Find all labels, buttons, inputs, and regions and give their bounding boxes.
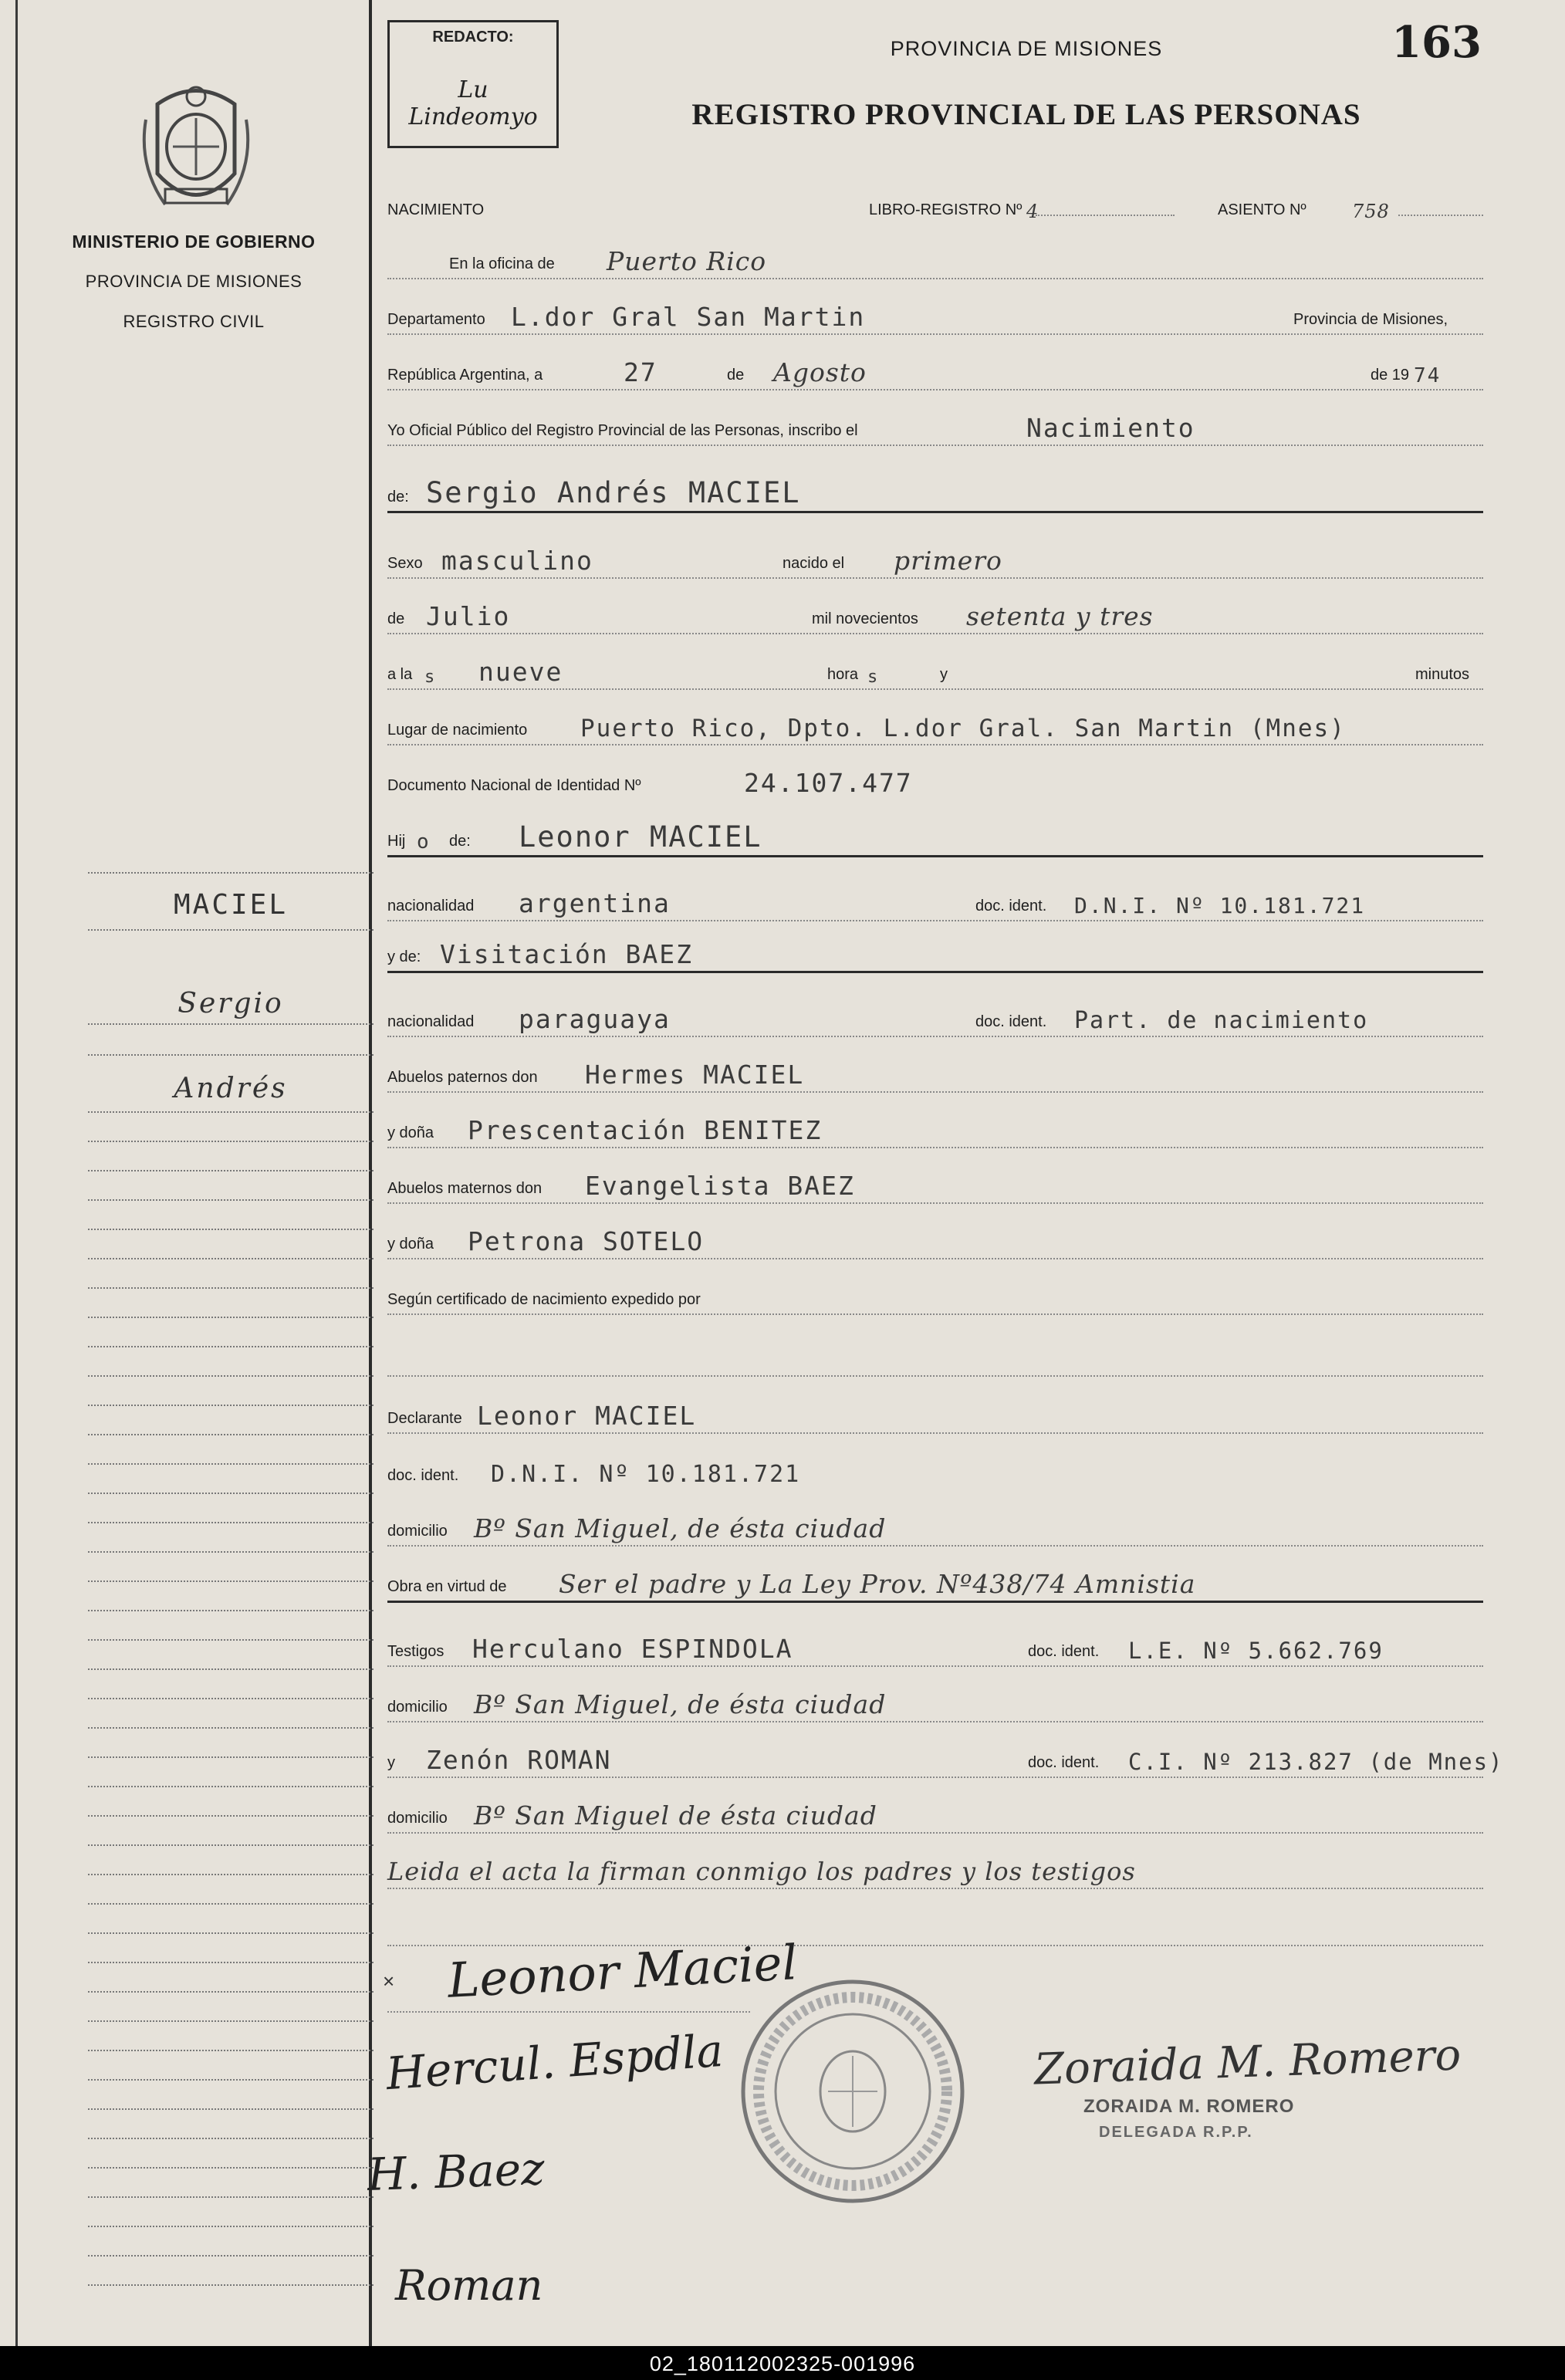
nacimiento-label: NACIMIENTO	[387, 201, 485, 218]
dni-label: Documento Nacional de Identidad Nº	[387, 777, 641, 794]
side-line	[88, 1844, 374, 1846]
form-row-obra	[387, 1562, 1483, 1603]
hora-value: nueve	[478, 657, 563, 687]
side-line	[88, 872, 374, 874]
stamp-name: ZORAIDA M. ROMERO	[1083, 2096, 1295, 2117]
asiento-label: ASIENTO Nº	[1218, 201, 1306, 218]
side-line	[88, 1463, 374, 1465]
form-row-testigo2-domicilio	[387, 1793, 1483, 1834]
side-line	[88, 2255, 374, 2257]
domicilio-label: domicilio	[387, 1699, 448, 1716]
form-row-abuelo-pat	[387, 1053, 1483, 1093]
abuelo-mat: Evangelista BAEZ	[585, 1171, 855, 1201]
abuela-mat: Petrona SOTELO	[468, 1226, 705, 1256]
form-row-testigo1-domicilio	[387, 1682, 1483, 1722]
form-row-dni	[387, 761, 1483, 800]
form-row-padre-nacionalidad	[387, 997, 1483, 1037]
side-line	[88, 1756, 374, 1758]
side-line	[88, 2167, 374, 2169]
footer-code: 02_180112002325-001996	[649, 2352, 916, 2375]
form-row-lugar	[387, 705, 1483, 745]
doc-ident-label: doc. ident.	[1025, 1754, 1102, 1772]
acto-value: Nacimiento	[1026, 413, 1195, 443]
nacido-label: nacido el	[779, 555, 847, 573]
form-row-abuelo-mat	[387, 1164, 1483, 1204]
side-line	[88, 2079, 374, 2081]
form-row-oficina	[387, 239, 1483, 279]
signature-baez: H. Baez	[366, 2142, 546, 2201]
lugar-label: Lugar de nacimiento	[387, 722, 528, 739]
declarante-value: Leonor MACIEL	[477, 1401, 697, 1431]
form-row-declarante-doc	[387, 1451, 1483, 1489]
side-line	[88, 2050, 374, 2051]
form-row-persona	[387, 472, 1483, 513]
stamp-role: DELEGADA R.P.P.	[1099, 2124, 1253, 2141]
coat-of-arms-icon	[134, 73, 258, 220]
margin-rule	[15, 0, 18, 2346]
de-label: de	[727, 367, 745, 384]
side-line	[88, 1874, 374, 1875]
madre-value: Leonor MACIEL	[519, 820, 762, 854]
sexo-value: masculino	[441, 546, 593, 576]
side-line	[88, 1405, 374, 1406]
side-line	[88, 1786, 374, 1787]
lugar-value: Puerto Rico, Dpto. L.dor Gral. San Martin (Mnes)	[580, 715, 1346, 742]
header-province: PROVINCIA DE MISIONES	[890, 37, 1163, 60]
footer-bar	[0, 2346, 1565, 2380]
form-row-abuela-mat	[387, 1219, 1483, 1259]
side-line	[88, 1903, 374, 1905]
form-row-blank	[387, 1906, 1483, 1946]
alas-label: a la	[387, 666, 413, 683]
side-first-name: Sergio	[177, 988, 284, 1019]
form-row-blank	[387, 1337, 1483, 1377]
side-line	[88, 1610, 374, 1611]
left-column	[19, 0, 369, 2346]
side-line	[88, 1258, 374, 1259]
side-line	[88, 1346, 374, 1347]
certificado-label: Según certificado de nacimiento expedido por	[387, 1291, 701, 1308]
de-anio-label: de 19	[1366, 367, 1409, 384]
testigo1-domicilio: Bº San Miguel, de ésta ciudad	[474, 1689, 887, 1719]
minutos-label: minutos	[1411, 666, 1469, 684]
side-line	[88, 1727, 374, 1729]
declarante-domicilio: Bº San Miguel, de ésta ciudad	[474, 1513, 887, 1543]
form-row-declarante-domicilio	[387, 1506, 1483, 1547]
declarante-doc: D.N.I. Nº 10.181.721	[491, 1461, 801, 1488]
form-row-madre	[387, 816, 1483, 857]
side-line	[88, 1199, 374, 1201]
fecha-mes: Agosto	[773, 357, 867, 387]
madre-doc: D.N.I. Nº 10.181.721	[1074, 893, 1366, 918]
ministry-title: MINISTERIO DE GOBIERNO	[72, 232, 316, 252]
side-line	[88, 1522, 374, 1523]
testigos-label: Testigos	[387, 1643, 444, 1660]
asiento-value: 758	[1352, 201, 1390, 222]
domicilio-label: domicilio	[387, 1810, 448, 1827]
official-seal-icon	[737, 1976, 968, 2207]
side-line	[88, 1229, 374, 1230]
form-row-libro	[387, 185, 1483, 224]
abuela-pat: Prescentación BENITEZ	[468, 1115, 823, 1145]
form-row-fecha	[387, 350, 1483, 390]
nacionalidad-label: nacionalidad	[387, 1013, 475, 1030]
side-line	[88, 2138, 374, 2139]
padre-nacionalidad: paraguaya	[519, 1004, 671, 1034]
hijo-label-a: Hij	[387, 833, 406, 850]
testigo1-doc: L.E. Nº 5.662.769	[1128, 1638, 1384, 1664]
hijo-o: o	[417, 830, 431, 854]
side-line	[88, 1639, 374, 1641]
libro-label: LIBRO-REGISTRO Nº	[869, 201, 1022, 218]
sexo-label: Sexo	[387, 555, 423, 572]
form-row-padre	[387, 932, 1483, 973]
side-line	[88, 1375, 374, 1377]
abuelos-pat-label: Abuelos paternos don	[387, 1069, 538, 1086]
alas-s: s	[424, 668, 437, 687]
hijo-label-b: de:	[449, 833, 471, 850]
side-middle-name: Andrés	[174, 1073, 288, 1104]
side-line	[88, 2020, 374, 2022]
hora-label: hora	[824, 666, 861, 684]
ministry-province: PROVINCIA DE MISIONES	[85, 272, 303, 291]
side-line	[88, 1991, 374, 1993]
y-label: y	[937, 666, 951, 684]
doc-ident-label: doc. ident.	[972, 898, 1050, 915]
side-line	[88, 1111, 374, 1113]
side-line	[88, 1434, 374, 1435]
padre-value: Visitación BAEZ	[440, 939, 694, 969]
side-line	[88, 1287, 374, 1289]
side-line	[88, 1023, 374, 1025]
departamento-value: L.dor Gral San Martin	[511, 302, 866, 332]
dni-value: 24.107.477	[744, 768, 913, 798]
side-line	[88, 2196, 374, 2198]
ministry-office: REGISTRO CIVIL	[123, 312, 265, 331]
y-de-label: y de:	[387, 948, 421, 965]
side-line	[88, 1170, 374, 1171]
side-line	[88, 1962, 374, 1963]
testigo2-doc: C.I. Nº 213.827 (de Mnes)	[1128, 1749, 1504, 1775]
nacionalidad-label: nacionalidad	[387, 898, 475, 914]
persona-value: Sergio Andrés MACIEL	[426, 476, 801, 509]
side-line	[88, 2284, 374, 2286]
republica-label: República Argentina, a	[387, 367, 543, 384]
declarante-label: Declarante	[387, 1410, 462, 1427]
signature-mark: ×	[383, 1969, 395, 1993]
redacto-signature: Lu Lindeomyo	[408, 76, 538, 130]
y-dona-label: y doña	[387, 1236, 434, 1253]
side-surname: MACIEL	[173, 889, 289, 921]
page-title: REGISTRO PROVINCIAL DE LAS PERSONAS	[691, 98, 1361, 131]
padre-doc: Part. de nacimiento	[1074, 1007, 1369, 1034]
form-row-sexo	[387, 539, 1483, 579]
side-line	[88, 1317, 374, 1318]
form-row-oficial	[387, 406, 1483, 446]
nacido-anio: setenta y tres	[966, 601, 1154, 631]
departamento-label: Departamento	[387, 311, 485, 328]
side-line	[88, 1493, 374, 1494]
side-line	[88, 2108, 374, 2110]
testigo2: Zenón ROMAN	[426, 1745, 612, 1775]
form-row-abuela-pat	[387, 1108, 1483, 1148]
fecha-anio: 74	[1414, 364, 1442, 387]
obra-value: Ser el padre y La Ley Prov. Nº438/74 Amnistia	[559, 1569, 1196, 1599]
side-line	[88, 1815, 374, 1817]
fecha-dia: 27	[624, 357, 657, 387]
form-row-testigo1	[387, 1627, 1483, 1667]
abuelo-pat: Hermes MACIEL	[585, 1060, 805, 1090]
signature-line	[387, 1973, 750, 2013]
form-row-madre-nacionalidad	[387, 881, 1483, 921]
side-line	[88, 1932, 374, 1934]
nacido-value: primero	[894, 546, 1002, 576]
side-line	[88, 1580, 374, 1582]
side-line	[88, 1668, 374, 1670]
form-row-declarante	[387, 1394, 1483, 1434]
signature-leonor: Leonor Maciel	[446, 1934, 799, 2009]
leida-value: Leida el acta la firman conmigo los padres y los testigos	[387, 1857, 1136, 1886]
signature-roman: Roman	[395, 2261, 543, 2310]
hora-s: s	[867, 668, 880, 687]
abuelos-mat-label: Abuelos maternos don	[387, 1180, 543, 1197]
doc-ident-label: doc. ident.	[972, 1013, 1050, 1031]
side-line	[88, 2226, 374, 2227]
nacido-mes: Julio	[426, 601, 511, 631]
signature-herculano: Hercul. Espdla	[384, 2023, 725, 2101]
form-row-leida	[387, 1849, 1483, 1889]
page-number: 163	[1391, 17, 1482, 68]
de-persona-label: de:	[387, 489, 409, 505]
redacto-label: REDACTO:	[432, 29, 514, 46]
mil-label: mil novecientos	[809, 610, 921, 628]
side-line	[88, 1551, 374, 1553]
obra-label: Obra en virtud de	[387, 1578, 507, 1595]
testigo2-domicilio: Bº San Miguel de ésta ciudad	[474, 1800, 877, 1831]
side-line	[88, 929, 374, 931]
provincia-label: Provincia de Misiones,	[1289, 311, 1448, 329]
side-line	[88, 1054, 374, 1056]
form-row-testigo2	[387, 1738, 1504, 1778]
madre-nacionalidad: argentina	[519, 888, 671, 918]
doc-ident-label: doc. ident.	[1025, 1643, 1102, 1661]
signature-registrar: Zoraida M. Romero	[1033, 2030, 1462, 2095]
side-line	[88, 1141, 374, 1142]
declarante-doc-label: doc. ident.	[387, 1467, 459, 1484]
testigo1: Herculano ESPINDOLA	[472, 1634, 793, 1664]
form-row-hora	[387, 650, 1483, 690]
y-dona-label: y doña	[387, 1124, 434, 1141]
redacto-box	[387, 20, 559, 148]
form-row-departamento	[387, 295, 1483, 335]
libro-value: 4	[1026, 201, 1039, 222]
y-label: y	[387, 1754, 395, 1771]
oficina-value: Puerto Rico	[607, 246, 767, 276]
oficina-label: En la oficina de	[449, 255, 555, 272]
oficial-label: Yo Oficial Público del Registro Provincial de las Personas, inscribo el	[387, 422, 858, 439]
domicilio-label: domicilio	[387, 1523, 448, 1540]
form-row-certificado	[387, 1275, 1483, 1315]
column-divider	[369, 0, 372, 2346]
de-mes-label: de	[387, 610, 405, 627]
form-row-nacido-fecha	[387, 594, 1483, 634]
side-line	[88, 1698, 374, 1699]
